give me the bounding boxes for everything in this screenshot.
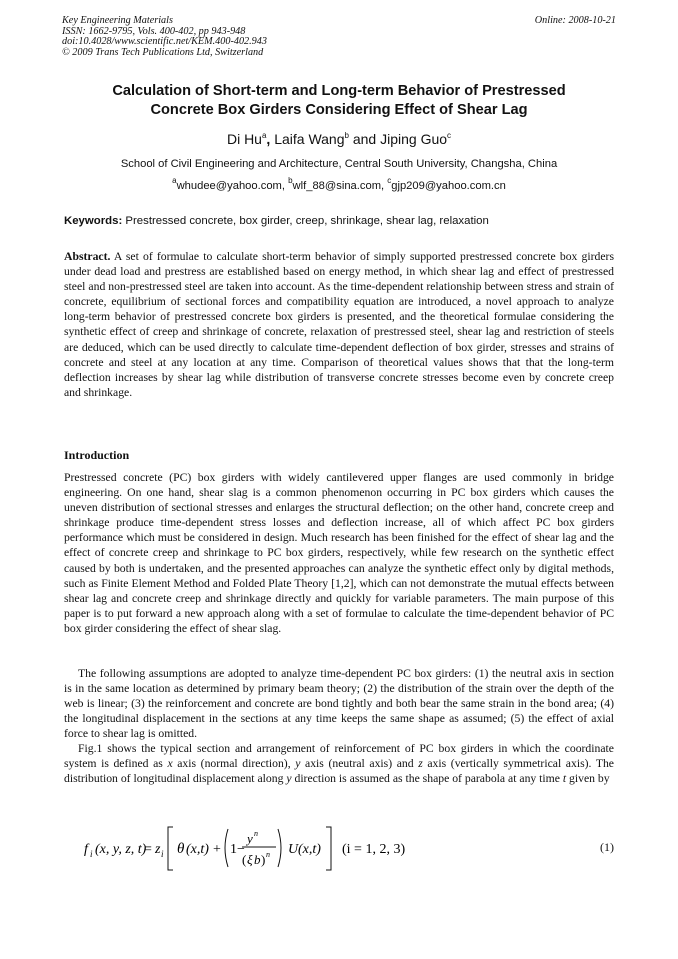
- p3-var-t: t: [562, 772, 567, 786]
- eq-right-bracket: [326, 827, 331, 870]
- eq-lhs: f: [84, 842, 88, 857]
- eq-den-close: ): [261, 852, 266, 867]
- equation-1: [64, 823, 614, 873]
- author-separator-2: and: [348, 131, 381, 147]
- keywords-label: Keywords:: [64, 215, 123, 227]
- email-3-mark: c: [387, 176, 392, 185]
- affiliation: School of Civil Engineering and Architecture, Central South University, Changsha, China: [120, 158, 558, 170]
- eq-args: (x, y, z, t): [95, 842, 147, 857]
- p3-var-x: x: [167, 757, 173, 771]
- p3-var-y: y: [295, 757, 301, 771]
- eq-den-sup: n: [266, 850, 270, 859]
- author-3: Jiping Guo: [380, 131, 448, 147]
- email-1: whudee@yahoo.com,: [176, 180, 289, 192]
- equation-graphic: [64, 823, 604, 873]
- title-line-2: Concrete Box Girders Considering Effect of Shear Lag: [150, 101, 528, 118]
- author-2: Laifa Wang: [274, 131, 345, 147]
- author-2-mark: b: [344, 131, 349, 140]
- keywords: [64, 214, 616, 228]
- eq-den-open: (: [242, 852, 247, 867]
- p3-text-1: Fig.1 shows the typical section and arrangement of reinforcement of PC box girders in which the coordinate system is defined as: [64, 742, 614, 771]
- p3-var-z: z: [418, 757, 423, 771]
- author-1-mark: a: [261, 131, 267, 140]
- p3-text-6: given by: [566, 772, 610, 786]
- p3-text-2: axis (normal direction),: [172, 757, 296, 771]
- email-2: wlf_88@sina.com,: [292, 180, 388, 192]
- eq-plus: +: [213, 842, 221, 857]
- eq-condition: (i = 1, 2, 3): [342, 842, 406, 857]
- eq-num-y: y: [247, 831, 253, 846]
- author-3-mark: c: [447, 131, 452, 140]
- eq-equals: =: [144, 842, 152, 857]
- introduction-heading: Introduction: [64, 448, 130, 462]
- email-2-mark: b: [288, 176, 293, 185]
- copyright-line: © 2009 Trans Tech Publications Ltd, Switzerland: [62, 46, 264, 58]
- eq-theta-args: (x,t): [186, 842, 209, 857]
- abstract-text: A set of formulae to calculate short-term behavior of simply supported prestressed concrete box girders under dead load and prestress are established based on energy method, in which shear lag and effect of prestressed steel and non-prestressed steel are taken into account. As the time-dependent relationship between stress and strain of concrete, equilibrium of sectional forces and compatibility equation are introduced, a novel approach to analyze long-term behavior of prestressed concrete box girders is presented, and the theoretical formulae considering the synthetic effect of creep and shrinkage of concrete, relaxation of prestressed steel, shear lag and restriction of steels are deduced, which can be used directly to calculate time-dependent deflection of box girder, stresses and strains of concrete and steel at any location at any time. Comparison of theoretical values shows that that the long-term deflection increases by shear lag while distribution of transverse concrete stresses become even by concrete creep and shrinkage.: [64, 250, 614, 399]
- eq-den-b: b: [254, 852, 261, 867]
- online-date: Online: 2008-10-21: [534, 15, 616, 26]
- doi-line: doi:10.4028/www.scientific.net/KEM.400-402.943: [62, 36, 267, 48]
- title-line-1: Calculation of Short-term and Long-term Behavior of Prestressed: [112, 83, 566, 99]
- p3-text-3: axis (neutral axis) and: [300, 757, 419, 771]
- p3-text-4: axis (vertically symmetrical axis). The distribution of longitudinal displacement along: [64, 757, 614, 786]
- eq-lhs-sub: i: [90, 849, 93, 859]
- eq-right-paren: [278, 829, 281, 867]
- email-1-mark: a: [172, 176, 177, 185]
- equation-number: (1): [600, 840, 614, 854]
- intro-paragraph-1: Prestressed concrete (PC) box girders with widely cantilevered upper flanges are used commonly in bridge engineering. On one hand, shear slag is a common phenomenon occurring in PC box girders which causes the uneven distribution of sectional stresses and enlarges the structural deflection; on the other hand, concrete creep and shrinkage produce time-dependent stress losses and deflection increase, all of which affect PC box girders performance which must be considered in design. Much research has been finished for the effect of shear lag and the effect of concrete creep and shrinkage to PC box girders, respectively, while few research on the synthetic effect caused by both is undertaken, and the presented approaches can analyze the synthetic effect only by digital methods, such as Finite Element Method and Folded Plate Theory [1,2], which can not demonstrate the mutual effects between shear lag and concrete creep and shrinkage directly and quickly for variable parameters. The main purpose of this paper is to put forward a new approach along with a set of formulae to calculate the time-dependent behavior of PC box girder considering the effect of shear slag.: [64, 471, 614, 635]
- email-3: gjp209@yahoo.com.cn: [391, 180, 506, 192]
- abstract: [64, 249, 614, 400]
- paper-title: [62, 82, 616, 119]
- eq-U: U: [288, 842, 299, 857]
- eq-left-bracket: [168, 827, 173, 870]
- eq-left-paren: [225, 829, 228, 867]
- author-list: [62, 130, 616, 148]
- journal-header: [62, 16, 267, 58]
- intro-paragraph-2: The following assumptions are adopted to analyze time-dependent PC box girders: (1) the neutral axis in section is in the same location as determined by primary beam theory; (2) the distribution of the strain over the depth of the web is linear; (3) the reinforcement and concrete are bond tightly and both bear the same strain in the bond area; (4) the longitudinal displacement in the sections at any time keeps the same shape as assumed; (5) the effect of axial force to shear lag is omitted.: [64, 667, 614, 741]
- abstract-label: Abstract.: [64, 250, 111, 263]
- p3-var-y2: y: [286, 772, 292, 786]
- eq-num-sup: n: [254, 829, 258, 838]
- eq-den-xi: ξ: [247, 852, 253, 867]
- eq-U-args: (x,t): [298, 842, 321, 857]
- keywords-text: Prestressed concrete, box girder, creep, shrinkage, shear lag, relaxation: [122, 215, 489, 227]
- author-separator-1: ,: [266, 131, 275, 147]
- journal-name: Key Engineering Materials: [62, 15, 173, 26]
- author-1: Di Hu: [226, 131, 262, 147]
- eq-one-minus: 1−: [230, 842, 245, 857]
- intro-paragraph-3: [64, 741, 614, 786]
- eq-z: z: [155, 842, 161, 857]
- eq-z-sub: i: [161, 849, 164, 859]
- author-emails: [62, 176, 616, 193]
- eq-theta: θ: [177, 841, 185, 857]
- issn-line: ISSN: 1662-9795, Vols. 400-402, pp 943-948: [62, 25, 246, 37]
- p3-text-5: direction is assumed as the shape of parabola at any time: [291, 772, 563, 786]
